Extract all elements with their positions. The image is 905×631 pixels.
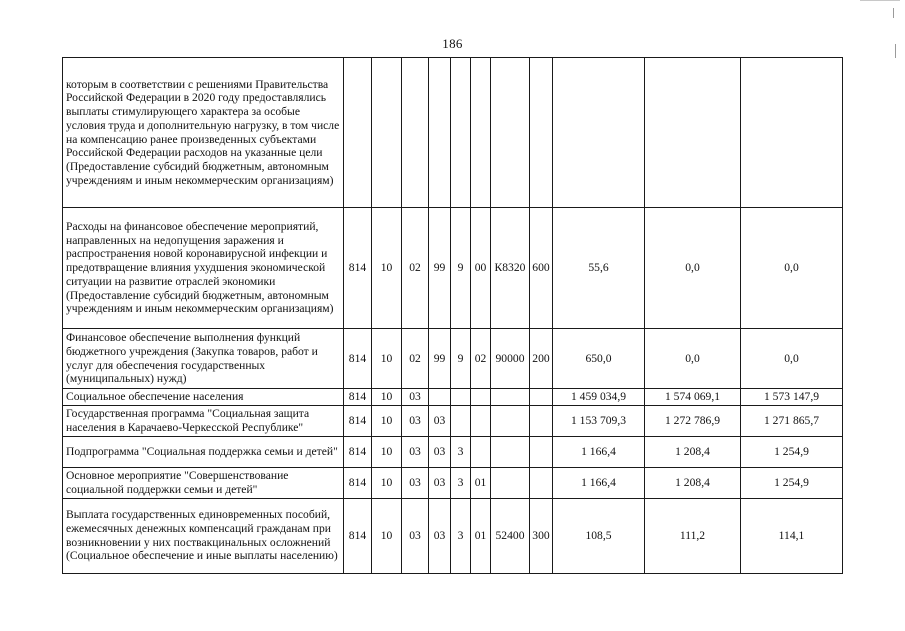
cell-csr-program (429, 389, 451, 406)
row-name: Подпрограмма "Социальная поддержка семьи и детей" (63, 436, 344, 467)
cell-rz (372, 58, 402, 208)
cell-amount-2023: 0,0 (741, 329, 843, 389)
table-row (63, 467, 843, 498)
table-row (63, 436, 843, 467)
cell-csr-program: 03 (429, 467, 451, 498)
cell-amount-2022: 0,0 (645, 329, 741, 389)
cell-csr-program (429, 58, 451, 208)
cell-csr-program: 99 (429, 208, 451, 329)
cell-ved: 814 (344, 208, 372, 329)
cell-pr: 03 (402, 389, 429, 406)
cell-csr-subprogram: 3 (451, 436, 471, 467)
cell-csr-measure: 02 (471, 329, 491, 389)
budget-table (62, 57, 843, 574)
row-name: Социальное обеспечение населения (63, 389, 344, 406)
cell-csr-direction (491, 405, 530, 436)
cell-ved: 814 (344, 329, 372, 389)
row-name: Основное мероприятие "Совершенствование социальной поддержки семьи и детей" (63, 467, 344, 498)
cell-amount-2022 (645, 58, 741, 208)
row-name: Расходы на финансовое обеспечение мероприятий, направленных на недопущения заражения и распространения новой коронавирусной инфекции и предотвращение влияния ухудшения экономической ситуации на развитие отраслей экономики (Предоставление субсидий бюджетным, автономным учреждениям и иным некоммерческим организациям) (63, 208, 344, 329)
cell-csr-measure (471, 58, 491, 208)
page-number: 186 (442, 36, 463, 51)
cell-vr (530, 436, 553, 467)
cell-amount-2021: 1 166,4 (553, 467, 645, 498)
cell-amount-2021: 55,6 (553, 208, 645, 329)
cell-ved: 814 (344, 389, 372, 406)
cell-csr-subprogram: 9 (451, 208, 471, 329)
cell-amount-2022: 111,2 (645, 498, 741, 573)
cell-amount-2022: 1 272 786,9 (645, 405, 741, 436)
cell-pr: 02 (402, 329, 429, 389)
cell-csr-measure (471, 405, 491, 436)
cell-rz: 10 (372, 389, 402, 406)
cell-ved: 814 (344, 405, 372, 436)
cell-ved: 814 (344, 498, 372, 573)
cell-csr-subprogram (451, 405, 471, 436)
cell-rz: 10 (372, 405, 402, 436)
cell-ved: 814 (344, 467, 372, 498)
cell-csr-subprogram: 3 (451, 467, 471, 498)
cell-csr-measure (471, 436, 491, 467)
table-row (63, 389, 843, 406)
cell-csr-direction (491, 467, 530, 498)
cell-vr (530, 467, 553, 498)
cell-csr-measure (471, 389, 491, 406)
cell-amount-2021: 1 166,4 (553, 436, 645, 467)
row-name: которым в соответствии с решениями Правительства Российской Федерации в 2020 году предоставлялись выплаты стимулирующего характера за особые условия труда и дополнительную нагрузку, в том числе на компенсацию ранее произведенных субъектами Российской Федерации расходов на указанные цели (Предоставление субсидий бюджетным, автономным учреждениям и иным некоммерческим организациям) (63, 58, 344, 208)
cell-csr-program: 99 (429, 329, 451, 389)
scan-artifact (860, 0, 900, 1)
cell-rz: 10 (372, 436, 402, 467)
cell-rz: 10 (372, 467, 402, 498)
cell-csr-direction: 52400 (491, 498, 530, 573)
cell-amount-2023 (741, 58, 843, 208)
cell-vr (530, 58, 553, 208)
cell-vr: 600 (530, 208, 553, 329)
cell-pr: 02 (402, 208, 429, 329)
cell-amount-2021: 650,0 (553, 329, 645, 389)
cell-csr-program: 03 (429, 436, 451, 467)
cell-amount-2023: 1 254,9 (741, 436, 843, 467)
cell-amount-2023: 1 254,9 (741, 467, 843, 498)
cell-amount-2021: 1 459 034,9 (553, 389, 645, 406)
cell-csr-direction (491, 58, 530, 208)
cell-csr-direction (491, 436, 530, 467)
cell-csr-subprogram: 3 (451, 498, 471, 573)
cell-csr-measure: 00 (471, 208, 491, 329)
scan-artifact (893, 8, 894, 18)
table-row (63, 208, 843, 329)
scan-artifact (895, 44, 896, 58)
cell-vr (530, 389, 553, 406)
cell-csr-program: 03 (429, 405, 451, 436)
cell-pr: 03 (402, 467, 429, 498)
cell-amount-2022: 1 574 069,1 (645, 389, 741, 406)
cell-amount-2023: 114,1 (741, 498, 843, 573)
cell-csr-measure: 01 (471, 467, 491, 498)
table-row (63, 329, 843, 389)
cell-csr-subprogram: 9 (451, 329, 471, 389)
cell-amount-2023: 1 573 147,9 (741, 389, 843, 406)
cell-amount-2022: 0,0 (645, 208, 741, 329)
cell-amount-2022: 1 208,4 (645, 436, 741, 467)
cell-amount-2023: 0,0 (741, 208, 843, 329)
cell-ved (344, 58, 372, 208)
cell-amount-2023: 1 271 865,7 (741, 405, 843, 436)
row-name: Выплата государственных единовременных пособий, ежемесячных денежных компенсаций гражданам при возникновении у них поствакцинальных осложнений (Социальное обеспечение и иные выплаты населению) (63, 498, 344, 573)
cell-pr (402, 58, 429, 208)
cell-vr: 300 (530, 498, 553, 573)
cell-csr-program: 03 (429, 498, 451, 573)
cell-csr-measure: 01 (471, 498, 491, 573)
cell-rz: 10 (372, 329, 402, 389)
cell-vr: 200 (530, 329, 553, 389)
cell-csr-subprogram (451, 58, 471, 208)
cell-vr (530, 405, 553, 436)
table-row (63, 405, 843, 436)
cell-pr: 03 (402, 405, 429, 436)
cell-amount-2021 (553, 58, 645, 208)
table-row (63, 498, 843, 573)
cell-pr: 03 (402, 498, 429, 573)
cell-csr-subprogram (451, 389, 471, 406)
cell-pr: 03 (402, 436, 429, 467)
row-name: Государственная программа "Социальная защита населения в Карачаево-Черкесской Республике" (63, 405, 344, 436)
row-name: Финансовое обеспечение выполнения функций бюджетного учреждения (Закупка товаров, работ и услуг для обеспечения государственных (муниципальных) нужд) (63, 329, 344, 389)
cell-amount-2021: 108,5 (553, 498, 645, 573)
cell-ved: 814 (344, 436, 372, 467)
table-row (63, 58, 843, 208)
cell-csr-direction: К8320 (491, 208, 530, 329)
cell-amount-2022: 1 208,4 (645, 467, 741, 498)
cell-csr-direction: 90000 (491, 329, 530, 389)
cell-csr-direction (491, 389, 530, 406)
cell-amount-2021: 1 153 709,3 (553, 405, 645, 436)
cell-rz: 10 (372, 208, 402, 329)
cell-rz: 10 (372, 498, 402, 573)
